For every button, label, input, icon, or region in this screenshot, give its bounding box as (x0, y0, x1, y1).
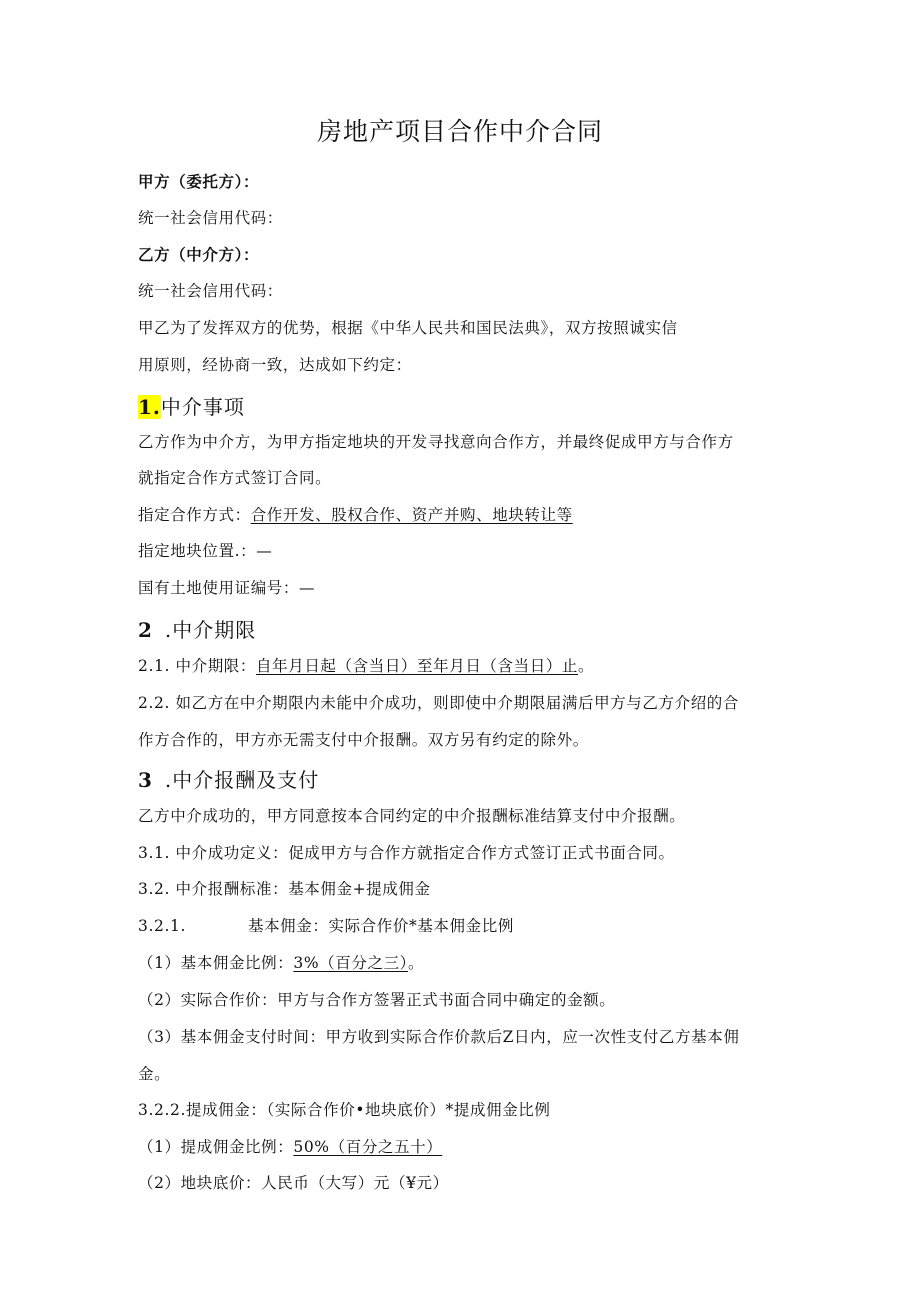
clause-3-2-1-text: 基本佣金：实际合作价*基本佣金比例 (247, 917, 514, 935)
actual-cooperation-price: （2）实际合作价：甲方与合作方签署正式书面合同中确定的金额。 (138, 991, 616, 1009)
bonus-commission-rate (138, 1137, 442, 1157)
base-commission-rate (138, 953, 424, 973)
cooperation-method-label: 指定合作方式： (138, 506, 251, 524)
clause-2-2-line-1: 2.2. 如乙方在中介期限内未能中介成功，则即使中介期限届满后甲方与乙方介绍的合 (138, 694, 740, 712)
section-2-number: 2 (138, 618, 153, 642)
preamble-line-1: 甲乙为了发挥双方的优势，根据《中华人民共和国民法典》，双方按照诚实信 (138, 319, 678, 337)
section-3-number: 3 (138, 768, 153, 792)
clause-3-2: 3.2. 中介报酬标准：基本佣金+提成佣金 (138, 880, 431, 898)
clause-3-2-2: 3.2.2.提成佣金：（实际合作价•地块底价）*提成佣金比例 (138, 1101, 551, 1119)
section-1-para-line-1: 乙方作为中介方，为甲方指定地块的开发寻找意向合作方，并最终促成甲方与合作方 (138, 433, 734, 451)
section-1-title: 中介事项 (160, 395, 245, 419)
clause-2-1 (138, 656, 594, 676)
clause-2-2-line-2: 作方合作的，甲方亦无需支付中介报酬。双方另有约定的除外。 (138, 731, 589, 749)
cooperation-method-value: 合作开发、股权合作、资产并购、地块转让等 (250, 506, 573, 524)
section-1-para-line-2: 就指定合作方式签订合同。 (138, 469, 332, 487)
plot-base-price: （2）地块底价：人民币（大写）元（¥元） (138, 1174, 449, 1192)
bonus-commission-rate-label: （1）提成佣金比例： (138, 1138, 294, 1156)
section-2-title: .中介期限 (164, 618, 257, 642)
preamble-line-2: 用原则，经协商一致，达成如下约定： (138, 356, 412, 374)
clause-2-1-end: 。 (578, 657, 595, 675)
party-a-credit-code: 统一社会信用代码： (138, 209, 283, 227)
cooperation-method (138, 505, 573, 525)
base-commission-rate-end: 。 (408, 954, 425, 972)
land-certificate-number: 国有土地使用证编号：— (138, 579, 316, 597)
base-commission-payment-time-line-2: 金。 (138, 1065, 171, 1083)
clause-2-1-label: 2.1. 中介期限： (138, 657, 257, 675)
section-3-intro: 乙方中介成功的，甲方同意按本合同约定的中介报酬标准结算支付中介报酬。 (138, 807, 686, 825)
section-2-heading (138, 617, 256, 643)
clause-3-1: 3.1. 中介成功定义：促成甲方与合作方就指定合作方式签订正式书面合同。 (138, 844, 675, 862)
plot-location: 指定地块位置.：— (138, 542, 273, 560)
document-title: 房地产项目合作中介合同 (316, 117, 603, 146)
clause-3-2-1 (138, 916, 514, 936)
section-1-number: 1. (138, 395, 161, 419)
party-b-label: 乙方（中介方）： (138, 246, 260, 264)
clause-3-2-1-number: 3.2.1. (138, 917, 186, 935)
clause-2-1-value: 自年月日起（含当日）至年月日（含当日）止 (256, 657, 579, 675)
section-3-heading (138, 767, 319, 793)
base-commission-rate-label: （1）基本佣金比例： (138, 954, 294, 972)
bonus-commission-rate-value: 50%（百分之五十） (293, 1138, 443, 1156)
base-commission-rate-value: 3%（百分之三） (293, 954, 409, 972)
base-commission-payment-time-line-1: （3）基本佣金支付时间：甲方收到实际合作价款后Z日内，应一次性支付乙方基本佣 (138, 1028, 740, 1046)
party-a-label: 甲方（委托方）： (138, 173, 260, 191)
section-1-heading (138, 394, 245, 420)
party-b-credit-code: 统一社会信用代码： (138, 282, 283, 300)
section-3-title: .中介报酬及支付 (164, 768, 320, 792)
